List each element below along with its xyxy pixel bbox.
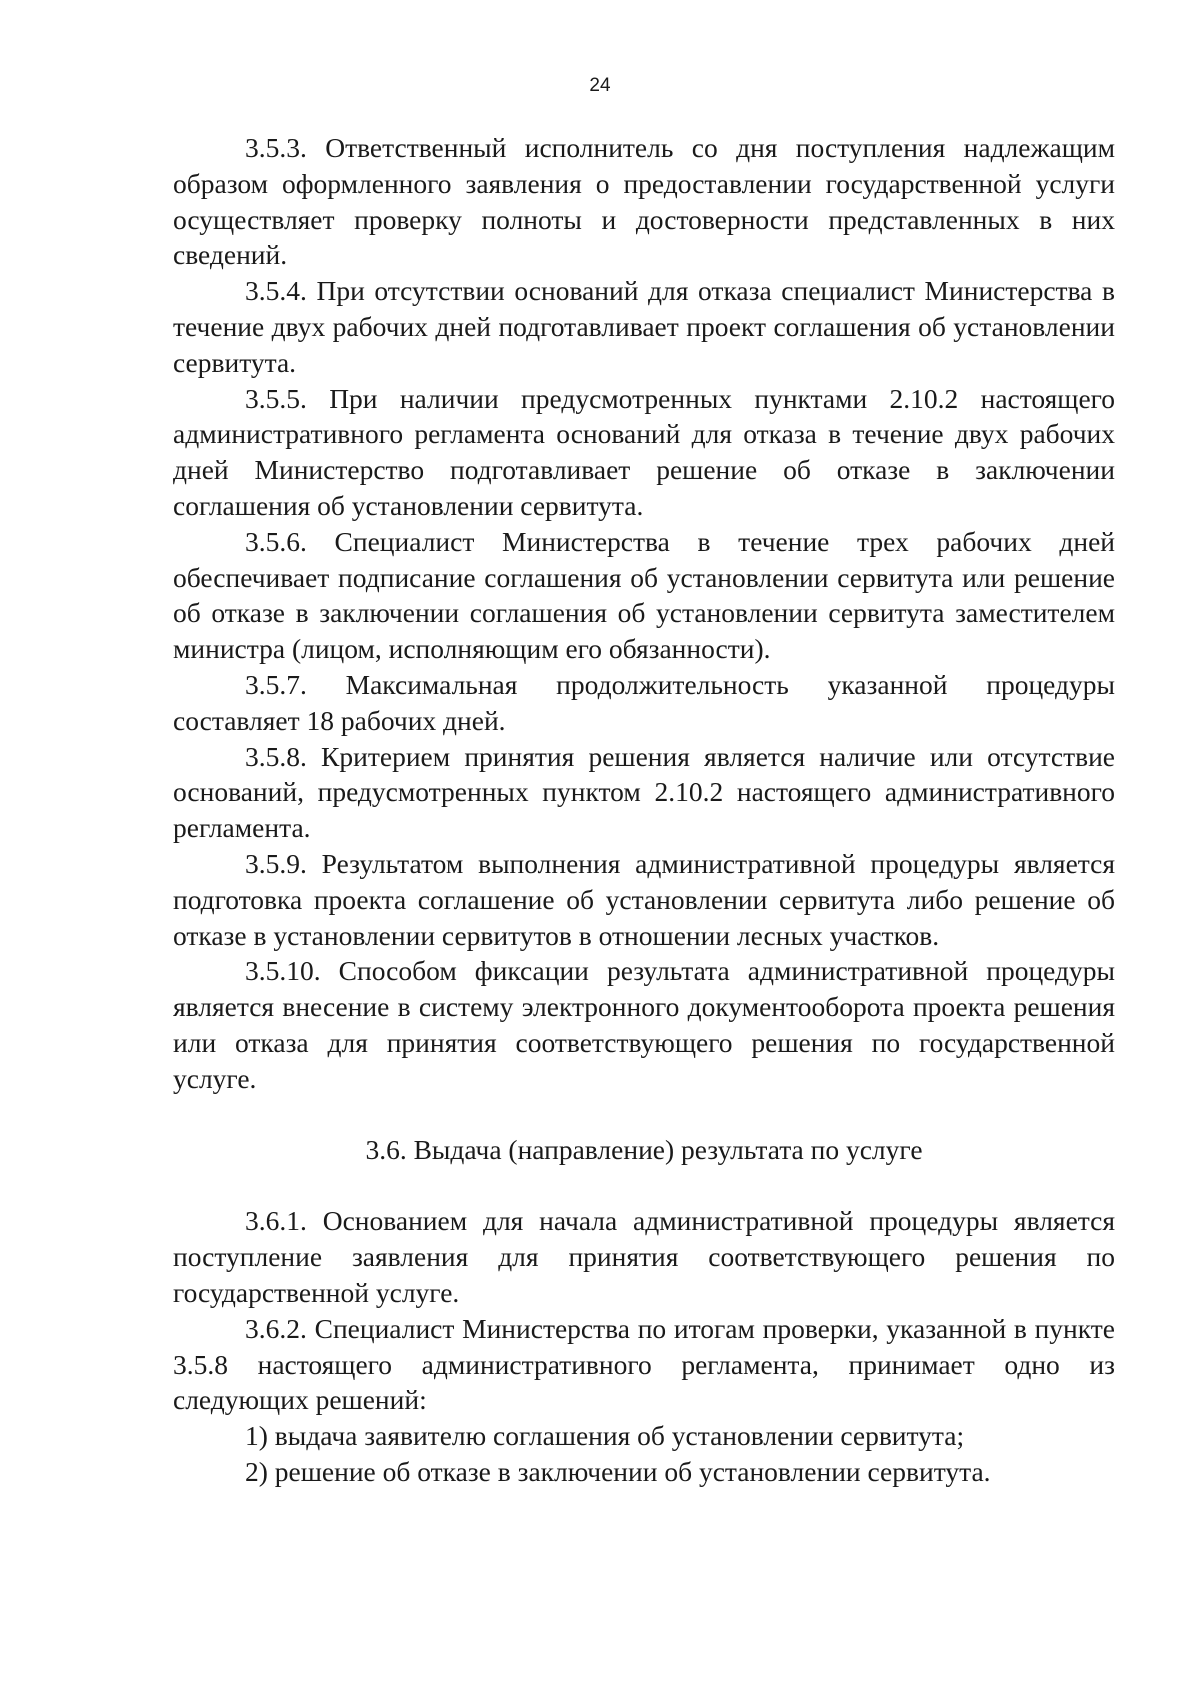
paragraph-3-5-7: 3.5.7. Максимальная продолжительность указанной процедуры составляет 18 рабочих дней. [173,668,1115,736]
page-number: 24 [589,75,611,96]
document-body [173,130,1115,1490]
paragraph-3-6-2: 3.6.2. Специалист Министерства по итогам проверки, указанной в пункте 3.5.8 настоящего административного регламента, принимает одно из следующих решений: [173,1312,1115,1416]
paragraph-3-5-3: 3.5.3. Ответственный исполнитель со дня поступления надлежащим образом оформленного заявления о предоставлении государственной услуги осуществляет проверку полноты и достоверности представленных в них сведений. [173,132,1115,271]
paragraph-3-5-8: 3.5.8. Критерием принятия решения является наличие или отсутствие оснований, предусмотренных пунктом 2.10.2 настоящего административного регламента. [173,740,1115,844]
paragraph-3-5-6: 3.5.6. Специалист Министерства в течение трех рабочих дней обеспечивает подписание соглашения об установлении сервитута или решение об отказе в заключении соглашения об установлении сервитута заместителем министра (лицом, исполняющим его обязанности). [173,525,1115,665]
paragraph-3-5-4: 3.5.4. При отсутствии оснований для отказа специалист Министерства в течение двух рабочих дней подготавливает проект соглашения об установлении сервитута. [173,275,1115,378]
paragraph-3-5-10: 3.5.10. Способом фиксации результата административной процедуры является внесение в систему электронного документооборота проекта решения или отказа для принятия соответствующего решения по государственной услуге. [173,955,1115,1094]
section-heading-3-6: 3.6. Выдача (направление) результата по услуге [365,1133,923,1165]
paragraph-3-5-5: 3.5.5. При наличии предусмотренных пунктами 2.10.2 настоящего административного регламента оснований для отказа в течение двух рабочих дней Министерство подготавливает решение об отказе в заключении соглашения об установлении сервитута. [173,382,1115,521]
paragraph-3-5-9: 3.5.9. Результатом выполнения административной процедуры является подготовка проекта соглашение об установлении сервитута либо решение об отказе в установлении сервитутов в отношении лесных участков. [173,847,1115,951]
list-item-1: 1) выдача заявителю соглашения об установлении сервитута; [245,1420,965,1452]
list-item-2: 2) решение об отказе в заключении об установлении сервитута. [245,1455,991,1487]
paragraph-3-6-1: 3.6.1. Основанием для начала административной процедуры является поступление заявления для принятия соответствующего решения по государственной услуге. [173,1205,1115,1308]
